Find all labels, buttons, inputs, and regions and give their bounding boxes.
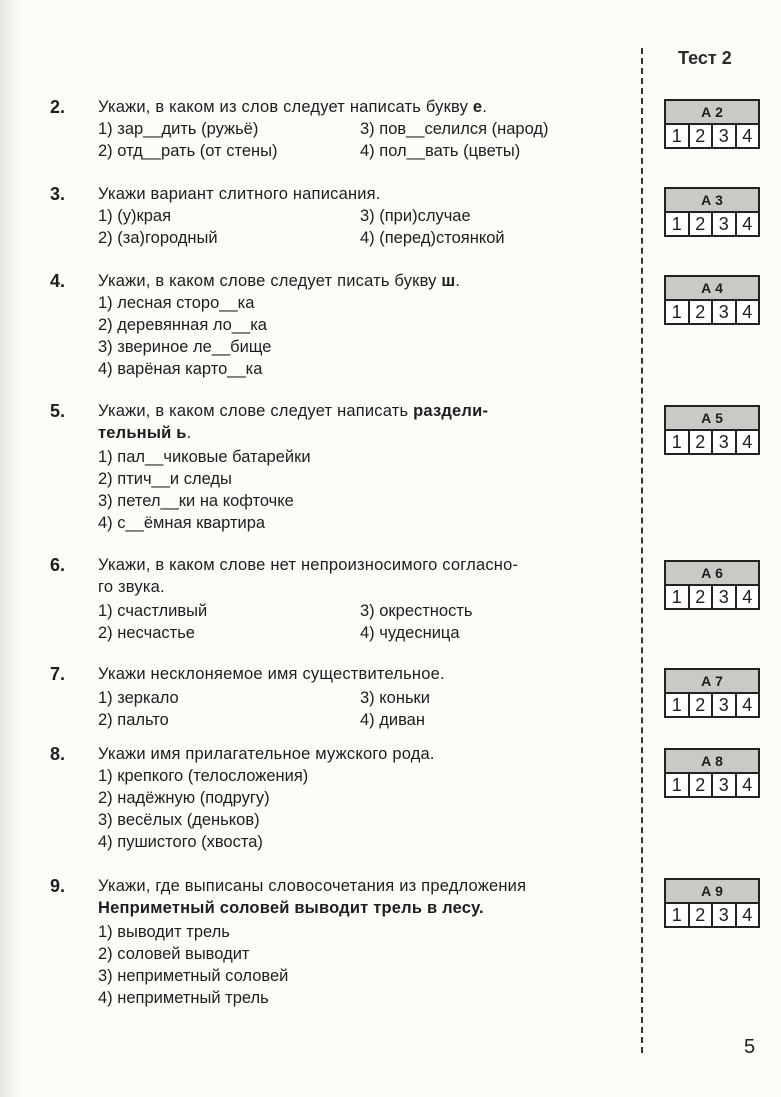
question-number: 6.: [50, 555, 66, 575]
option: 1) (у)края: [98, 207, 172, 225]
option: 3) звериное ле__бище: [98, 338, 272, 356]
answer-cell[interactable]: 4: [742, 587, 753, 607]
option: 2) деревянная ло__ка: [98, 316, 267, 334]
option: 4) диван: [360, 711, 425, 729]
answer-box-a2: [664, 99, 760, 149]
options: [98, 765, 635, 853]
question-text: Укажи имя прилагательное мужского рода.: [98, 745, 435, 763]
option: 2) несчастье: [98, 624, 195, 642]
question-8: [50, 743, 635, 853]
option: 1) пал__чиковые батарейки: [98, 448, 311, 466]
answer-cell[interactable]: 2: [690, 301, 714, 323]
answer-cell[interactable]: 4: [742, 126, 753, 146]
answer-box-a3: [664, 187, 760, 237]
answer-cell[interactable]: 4: [742, 214, 753, 234]
option: 4) варёная карто__ка: [98, 360, 263, 378]
option: 1) выводит трель: [98, 923, 230, 941]
page-edge-shadow: [0, 0, 18, 1097]
options: [98, 600, 635, 644]
question-text: Укажи, где выписаны словосочетания из предложения Неприметный соловей выводит трель в лесу.: [98, 877, 527, 917]
answer-cell[interactable]: 3: [713, 301, 737, 323]
option: 4) пол__вать (цветы): [360, 142, 521, 160]
option: 4) чудесница: [360, 624, 460, 642]
answer-box-a5: [664, 405, 760, 455]
answer-cell[interactable]: 3: [713, 694, 737, 716]
answer-cell[interactable]: 3: [713, 213, 737, 235]
answer-box-label: А 7: [666, 670, 758, 694]
answer-box-label: А 3: [666, 189, 758, 213]
question-4: [50, 270, 635, 380]
answer-cell[interactable]: 2: [690, 904, 714, 926]
option: 2) (за)городный: [98, 229, 218, 247]
question-text: Укажи, в каком слове нет непроизносимого согласно- го звука.: [98, 556, 519, 596]
option: 2) надёжную (подругу): [98, 789, 270, 807]
answer-cell[interactable]: 3: [713, 774, 737, 796]
options: [98, 921, 635, 1009]
page-number: 5: [744, 1036, 756, 1058]
answer-cell[interactable]: 1: [666, 904, 690, 926]
answer-cell[interactable]: 2: [690, 213, 714, 235]
option: 2) пальто: [98, 711, 169, 729]
answer-cell[interactable]: 1: [666, 125, 690, 147]
option: 3) окрестность: [360, 602, 473, 620]
option: 1) крепкого (телосложения): [98, 767, 309, 785]
answer-cell[interactable]: 4: [742, 695, 753, 715]
question-number: 5.: [50, 401, 66, 421]
option: 3) весёлых (деньков): [98, 811, 260, 829]
question-2: [50, 96, 635, 162]
question-9: [50, 875, 635, 1009]
options: [98, 446, 635, 534]
option: 3) (при)случае: [360, 207, 471, 225]
answer-box-label: А 2: [666, 101, 758, 125]
option: 4) пушистого (хвоста): [98, 833, 263, 851]
question-3: [50, 183, 635, 249]
answer-cell[interactable]: 3: [713, 904, 737, 926]
answer-cell[interactable]: 1: [666, 431, 690, 453]
answer-cell[interactable]: 2: [690, 694, 714, 716]
question-7: [50, 663, 635, 731]
answer-box-a9: [664, 878, 760, 928]
option: 4) (перед)стоянкой: [360, 229, 505, 247]
answer-cell[interactable]: 4: [742, 775, 753, 795]
answer-cell[interactable]: 4: [742, 302, 753, 322]
answer-cell[interactable]: 1: [666, 586, 690, 608]
option: 1) счастливый: [98, 602, 208, 620]
option: 2) птич__и следы: [98, 470, 232, 488]
question-number: 9.: [50, 876, 66, 896]
option: 4) с__ёмная квартира: [98, 514, 266, 532]
answer-cell[interactable]: 3: [713, 431, 737, 453]
answer-cell[interactable]: 2: [690, 125, 714, 147]
answer-cell[interactable]: 1: [666, 694, 690, 716]
option: 4) неприметный трель: [98, 989, 269, 1007]
answer-cell[interactable]: 2: [690, 586, 714, 608]
question-text: Укажи, в каком слове следует писать букву ш.: [98, 272, 461, 290]
answer-cell[interactable]: 2: [690, 774, 714, 796]
answer-cell[interactable]: 1: [666, 301, 690, 323]
answer-box-label: А 9: [666, 880, 758, 904]
question-text: Укажи несклоняемое имя существительное.: [98, 665, 445, 683]
option: 2) соловей выводит: [98, 945, 250, 963]
answer-box-a4: [664, 275, 760, 325]
question-6: [50, 554, 635, 644]
question-number: 8.: [50, 744, 66, 764]
answer-cell[interactable]: 1: [666, 774, 690, 796]
answer-cell[interactable]: 3: [713, 125, 737, 147]
answer-box-a8: [664, 748, 760, 798]
question-5: [50, 400, 635, 534]
option: 3) неприметный соловей: [98, 967, 289, 985]
answer-cell[interactable]: 4: [742, 432, 753, 452]
answer-box-a6: [664, 560, 760, 610]
cut-line-divider: [641, 48, 643, 1053]
question-number: 3.: [50, 184, 66, 204]
answer-box-label: А 6: [666, 562, 758, 586]
answer-cell[interactable]: 2: [690, 431, 714, 453]
option: 1) зар__дить (ружьё): [98, 120, 259, 138]
answer-cell[interactable]: 4: [742, 905, 753, 925]
test-title: Тест 2: [678, 48, 732, 68]
options: [98, 205, 635, 249]
question-text: Укажи, в каком из слов следует написать букву е.: [98, 98, 488, 116]
options: [98, 118, 635, 162]
answer-cell[interactable]: 1: [666, 213, 690, 235]
question-text: Укажи, в каком слове следует написать раздели- тельный ь.: [98, 402, 489, 442]
question-text: Укажи вариант слитного написания.: [98, 185, 381, 203]
option: 2) отд__рать (от стены): [98, 142, 278, 160]
answer-box-label: А 5: [666, 407, 758, 431]
answer-box-label: А 4: [666, 277, 758, 301]
option: 3) коньки: [360, 689, 430, 707]
question-number: 7.: [50, 664, 66, 684]
question-number: 2.: [50, 97, 66, 117]
options: [98, 687, 635, 731]
options: [98, 292, 635, 380]
option: 3) пов__селился (народ): [360, 120, 549, 138]
answer-cell[interactable]: 3: [713, 586, 737, 608]
option: 1) зеркало: [98, 689, 179, 707]
option: 1) лесная сторо__ка: [98, 294, 255, 312]
answer-box-a7: [664, 668, 760, 718]
answer-box-label: А 8: [666, 750, 758, 774]
question-number: 4.: [50, 271, 66, 291]
option: 3) петел__ки на кофточке: [98, 492, 294, 510]
